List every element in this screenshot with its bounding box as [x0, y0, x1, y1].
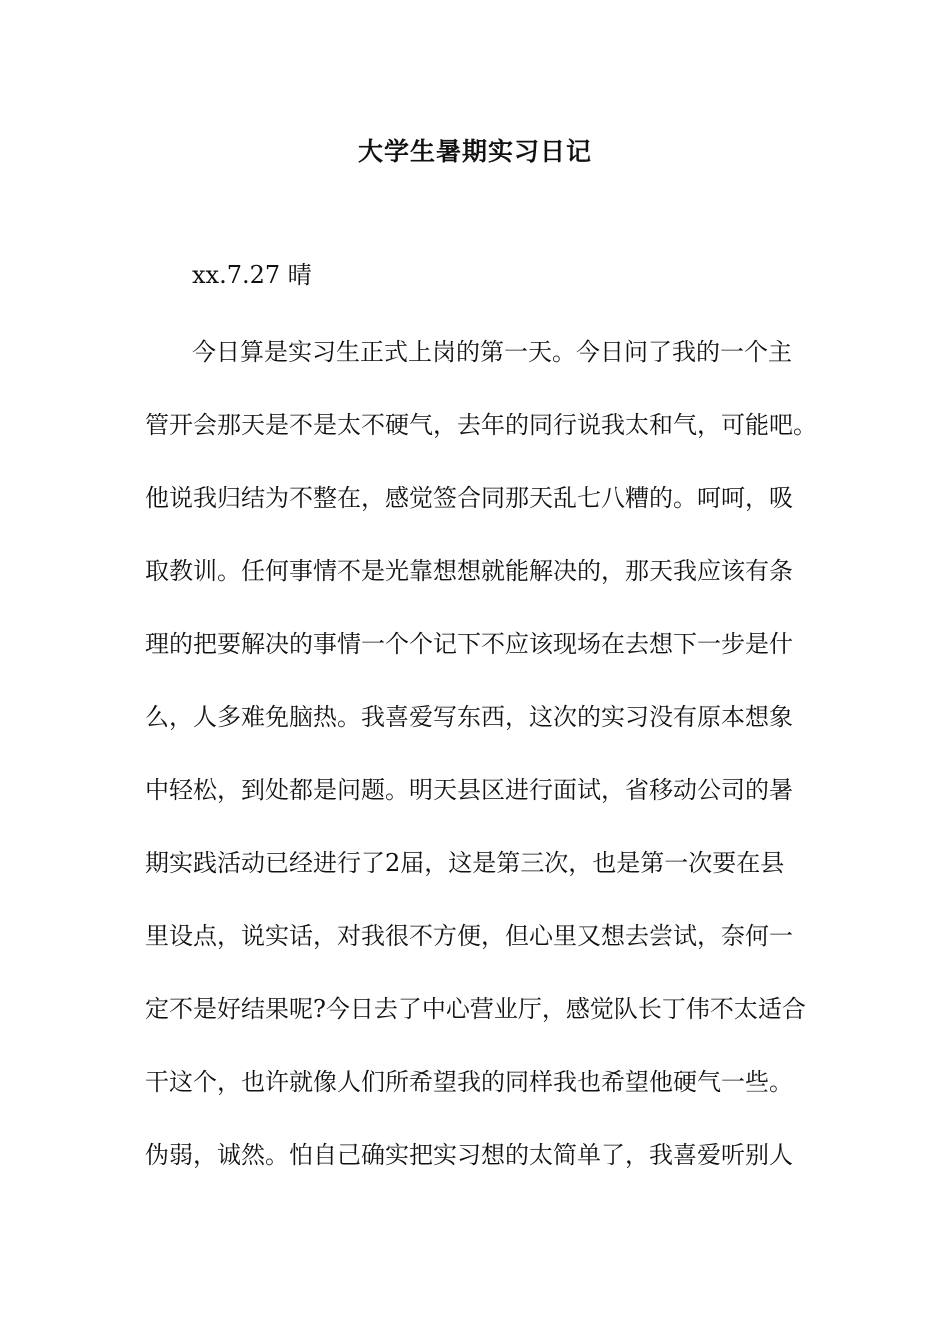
- body-line: 定不是好结果呢?今日去了中心营业厅，感觉队长丁伟不太适合: [145, 995, 806, 1023]
- body-line: 中轻松，到处都是问题。明天县区进行面试，省移动公司的暑: [145, 776, 793, 804]
- body-line: 他说我归结为不整在，感觉签合同那天乱七八糟的。呵呵，吸: [145, 484, 793, 512]
- body-line: 期实践活动已经进行了2届，这是第三次，也是第一次要在县: [145, 849, 785, 877]
- body-line: 伪弱，诚然。怕自己确实把实习想的太简单了，我喜爱听别人: [145, 1141, 793, 1169]
- body-line: 管开会那天是不是太不硬气，去年的同行说我太和气，可能吧。: [145, 411, 817, 439]
- body-line: 么，人多难免脑热。我喜爱写东西，这次的实习没有原本想象: [145, 703, 793, 731]
- body-line: 取教训。任何事情不是光靠想想就能解决的，那天我应该有条: [145, 557, 793, 585]
- diary-date-weather: xx.7.27 晴: [192, 261, 312, 289]
- body-line: 干这个，也许就像人们所希望我的同样我也希望他硬气一些。: [145, 1068, 793, 1096]
- diary-body: [145, 332, 815, 1208]
- body-line: 今日算是实习生正式上岗的第一天。今日问了我的一个主: [192, 338, 792, 366]
- document-title: 大学生暑期实习日记: [357, 137, 592, 166]
- body-line: 里设点，说实话，对我很不方便，但心里又想去尝试，奈何一: [145, 922, 793, 950]
- body-line: 理的把要解决的事情一个个记下不应该现场在去想下一步是什: [145, 630, 793, 658]
